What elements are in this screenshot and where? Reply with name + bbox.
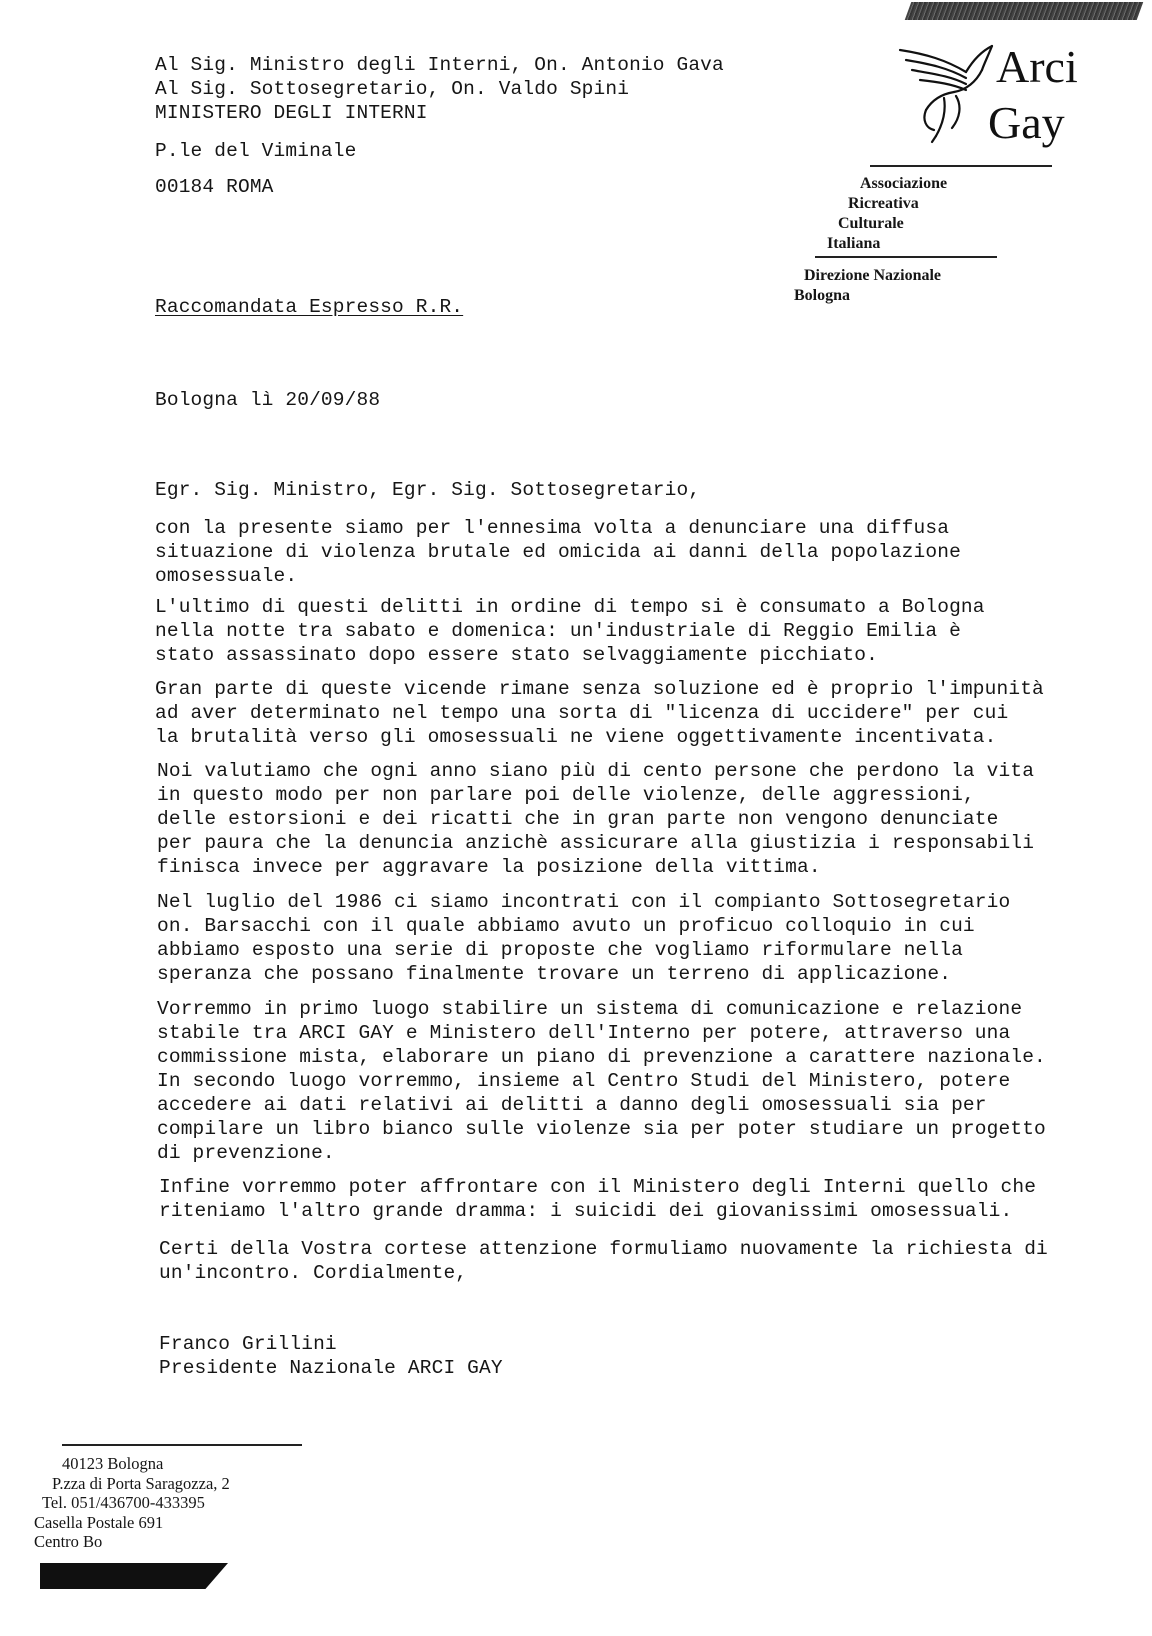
- arci-gay-logo: [896, 38, 1116, 150]
- body-paragraph-6: [157, 997, 1046, 1165]
- footer-line-3: Tel. 051/436700-433395: [42, 1493, 205, 1512]
- body-line: Gran parte di queste vicende rimane senza soluzione ed è proprio l'impunità: [155, 678, 1044, 700]
- signature-block: [159, 1332, 503, 1380]
- logo-word-arci: Arci: [996, 41, 1078, 92]
- body-line: Vorremmo in primo luogo stabilire un sistema di comunicazione e relazione: [157, 998, 1023, 1020]
- signature-title: Presidente Nazionale ARCI GAY: [159, 1357, 503, 1379]
- body-line: accedere ai dati relativi ai delitti a danno degli omosessuali sia per: [157, 1094, 987, 1116]
- body-line: stabile tra ARCI GAY e Ministero dell'Interno per potere, attraverso una: [157, 1022, 1011, 1044]
- org-office-line-2: Bologna: [794, 287, 851, 304]
- body-paragraph-8: [159, 1237, 1048, 1285]
- body-line: di prevenzione.: [157, 1142, 335, 1164]
- recipient-block: [155, 53, 724, 125]
- footer-address: [34, 1454, 230, 1552]
- body-line: situazione di violenza brutale ed omicida ai danni della popolazione: [155, 541, 961, 563]
- logo-word-gay: Gay: [988, 97, 1065, 148]
- org-divider-bottom: [815, 256, 997, 258]
- footer-line-5: Centro Bo: [34, 1532, 103, 1551]
- body-line: on. Barsacchi con il quale abbiamo avuto un proficuo colloquio in cui: [157, 915, 975, 937]
- body-line: finisca invece per aggravare la posizione della vittima.: [157, 856, 821, 878]
- body-line: L'ultimo di questi delitti in ordine di tempo si è consumato a Bologna: [155, 596, 985, 618]
- delivery-method: Raccomandata Espresso R.R.: [155, 296, 464, 318]
- letter-date: Bologna lì 20/09/88: [155, 389, 381, 411]
- body-line: abbiamo esposto una serie di proposte che vogliamo riformulare nella: [157, 939, 963, 961]
- org-office-line-1: Direzione Nazionale: [804, 267, 942, 284]
- recipient-street: P.le del Viminale: [155, 140, 357, 162]
- body-line: delle estorsioni e dei ricatti che in gran parte non vengono denunciate: [157, 808, 999, 830]
- recipient-line-2: Al Sig. Sottosegretario, On. Valdo Spini: [155, 78, 630, 100]
- body-line: Nel luglio del 1986 ci siamo incontrati con il compianto Sottosegretario: [157, 891, 1011, 913]
- body-line: Noi valutiamo che ogni anno siano più di cento persone che perdono la vita: [157, 760, 1035, 782]
- footer-line-4: Casella Postale 691: [34, 1512, 164, 1532]
- body-line: la brutalità verso gli omosessuali ne viene oggettivamente incentivata.: [155, 726, 997, 748]
- body-line: Certi della Vostra cortese attenzione formuliamo nuovamente la richiesta di: [159, 1238, 1048, 1260]
- body-paragraph-3: [155, 677, 1044, 749]
- org-line-4: Italiana: [827, 235, 881, 252]
- scan-streak-top: [905, 2, 1144, 20]
- footer-line-2: P.zza di Porta Saragozza, 2: [52, 1473, 230, 1493]
- body-paragraph-4: [157, 759, 1034, 879]
- body-paragraph-7: [159, 1175, 1036, 1223]
- body-line: riteniamo l'altro grande dramma: i suicidi dei giovanissimi omosessuali.: [159, 1200, 1013, 1222]
- recipient-city: 00184 ROMA: [155, 176, 274, 198]
- signature-name: Franco Grillini: [159, 1333, 337, 1355]
- body-paragraph-2: [155, 595, 985, 667]
- recipient-line-1: Al Sig. Ministro degli Interni, On. Antonio Gava: [155, 54, 724, 76]
- org-line-2: Ricreativa: [848, 195, 919, 212]
- body-paragraph-5: [157, 890, 1010, 986]
- body-line: nella notte tra sabato e domenica: un'industriale di Reggio Emilia è: [155, 620, 961, 642]
- body-paragraph-1: [155, 516, 961, 588]
- body-line: Infine vorremmo poter affrontare con il Ministero degli Interni quello che: [159, 1176, 1037, 1198]
- body-line: in questo modo per non parlare poi delle violenze, delle aggressioni,: [157, 784, 975, 806]
- body-line: un'incontro. Cordialmente,: [159, 1262, 468, 1284]
- body-line: con la presente siamo per l'ennesima volta a denunciare una diffusa: [155, 517, 950, 539]
- body-line: stato assassinato dopo essere stato selvaggiamente picchiato.: [155, 644, 878, 666]
- footer-line-1: 40123 Bologna: [62, 1454, 164, 1473]
- body-line: per paura che la denuncia anzichè assicurare alla giustizia i responsabili: [157, 832, 1035, 854]
- body-line: omosessuale.: [155, 565, 298, 587]
- body-line: commissione mista, elaborare un piano di prevenzione a carattere nazionale.: [157, 1046, 1046, 1068]
- org-line-1: Associazione: [860, 175, 948, 192]
- body-line: compilare un libro bianco sulle violenze sia per poter studiare un progetto: [157, 1118, 1046, 1140]
- body-line: In secondo luogo vorremmo, insieme al Centro Studi del Ministero, potere: [157, 1070, 1011, 1092]
- footer-divider: [62, 1444, 302, 1446]
- recipient-line-3: MINISTERO DEGLI INTERNI: [155, 102, 428, 124]
- org-line-3: Culturale: [838, 215, 904, 232]
- scan-streak-bottom: [40, 1563, 228, 1589]
- salutation: Egr. Sig. Ministro, Egr. Sig. Sottosegretario,: [155, 479, 701, 501]
- body-line: speranza che possano finalmente trovare un terreno di applicazione.: [157, 963, 952, 985]
- body-line: ad aver determinato nel tempo una sorta di "licenza di uccidere" per cui: [155, 702, 1009, 724]
- org-divider-top: [870, 165, 1052, 167]
